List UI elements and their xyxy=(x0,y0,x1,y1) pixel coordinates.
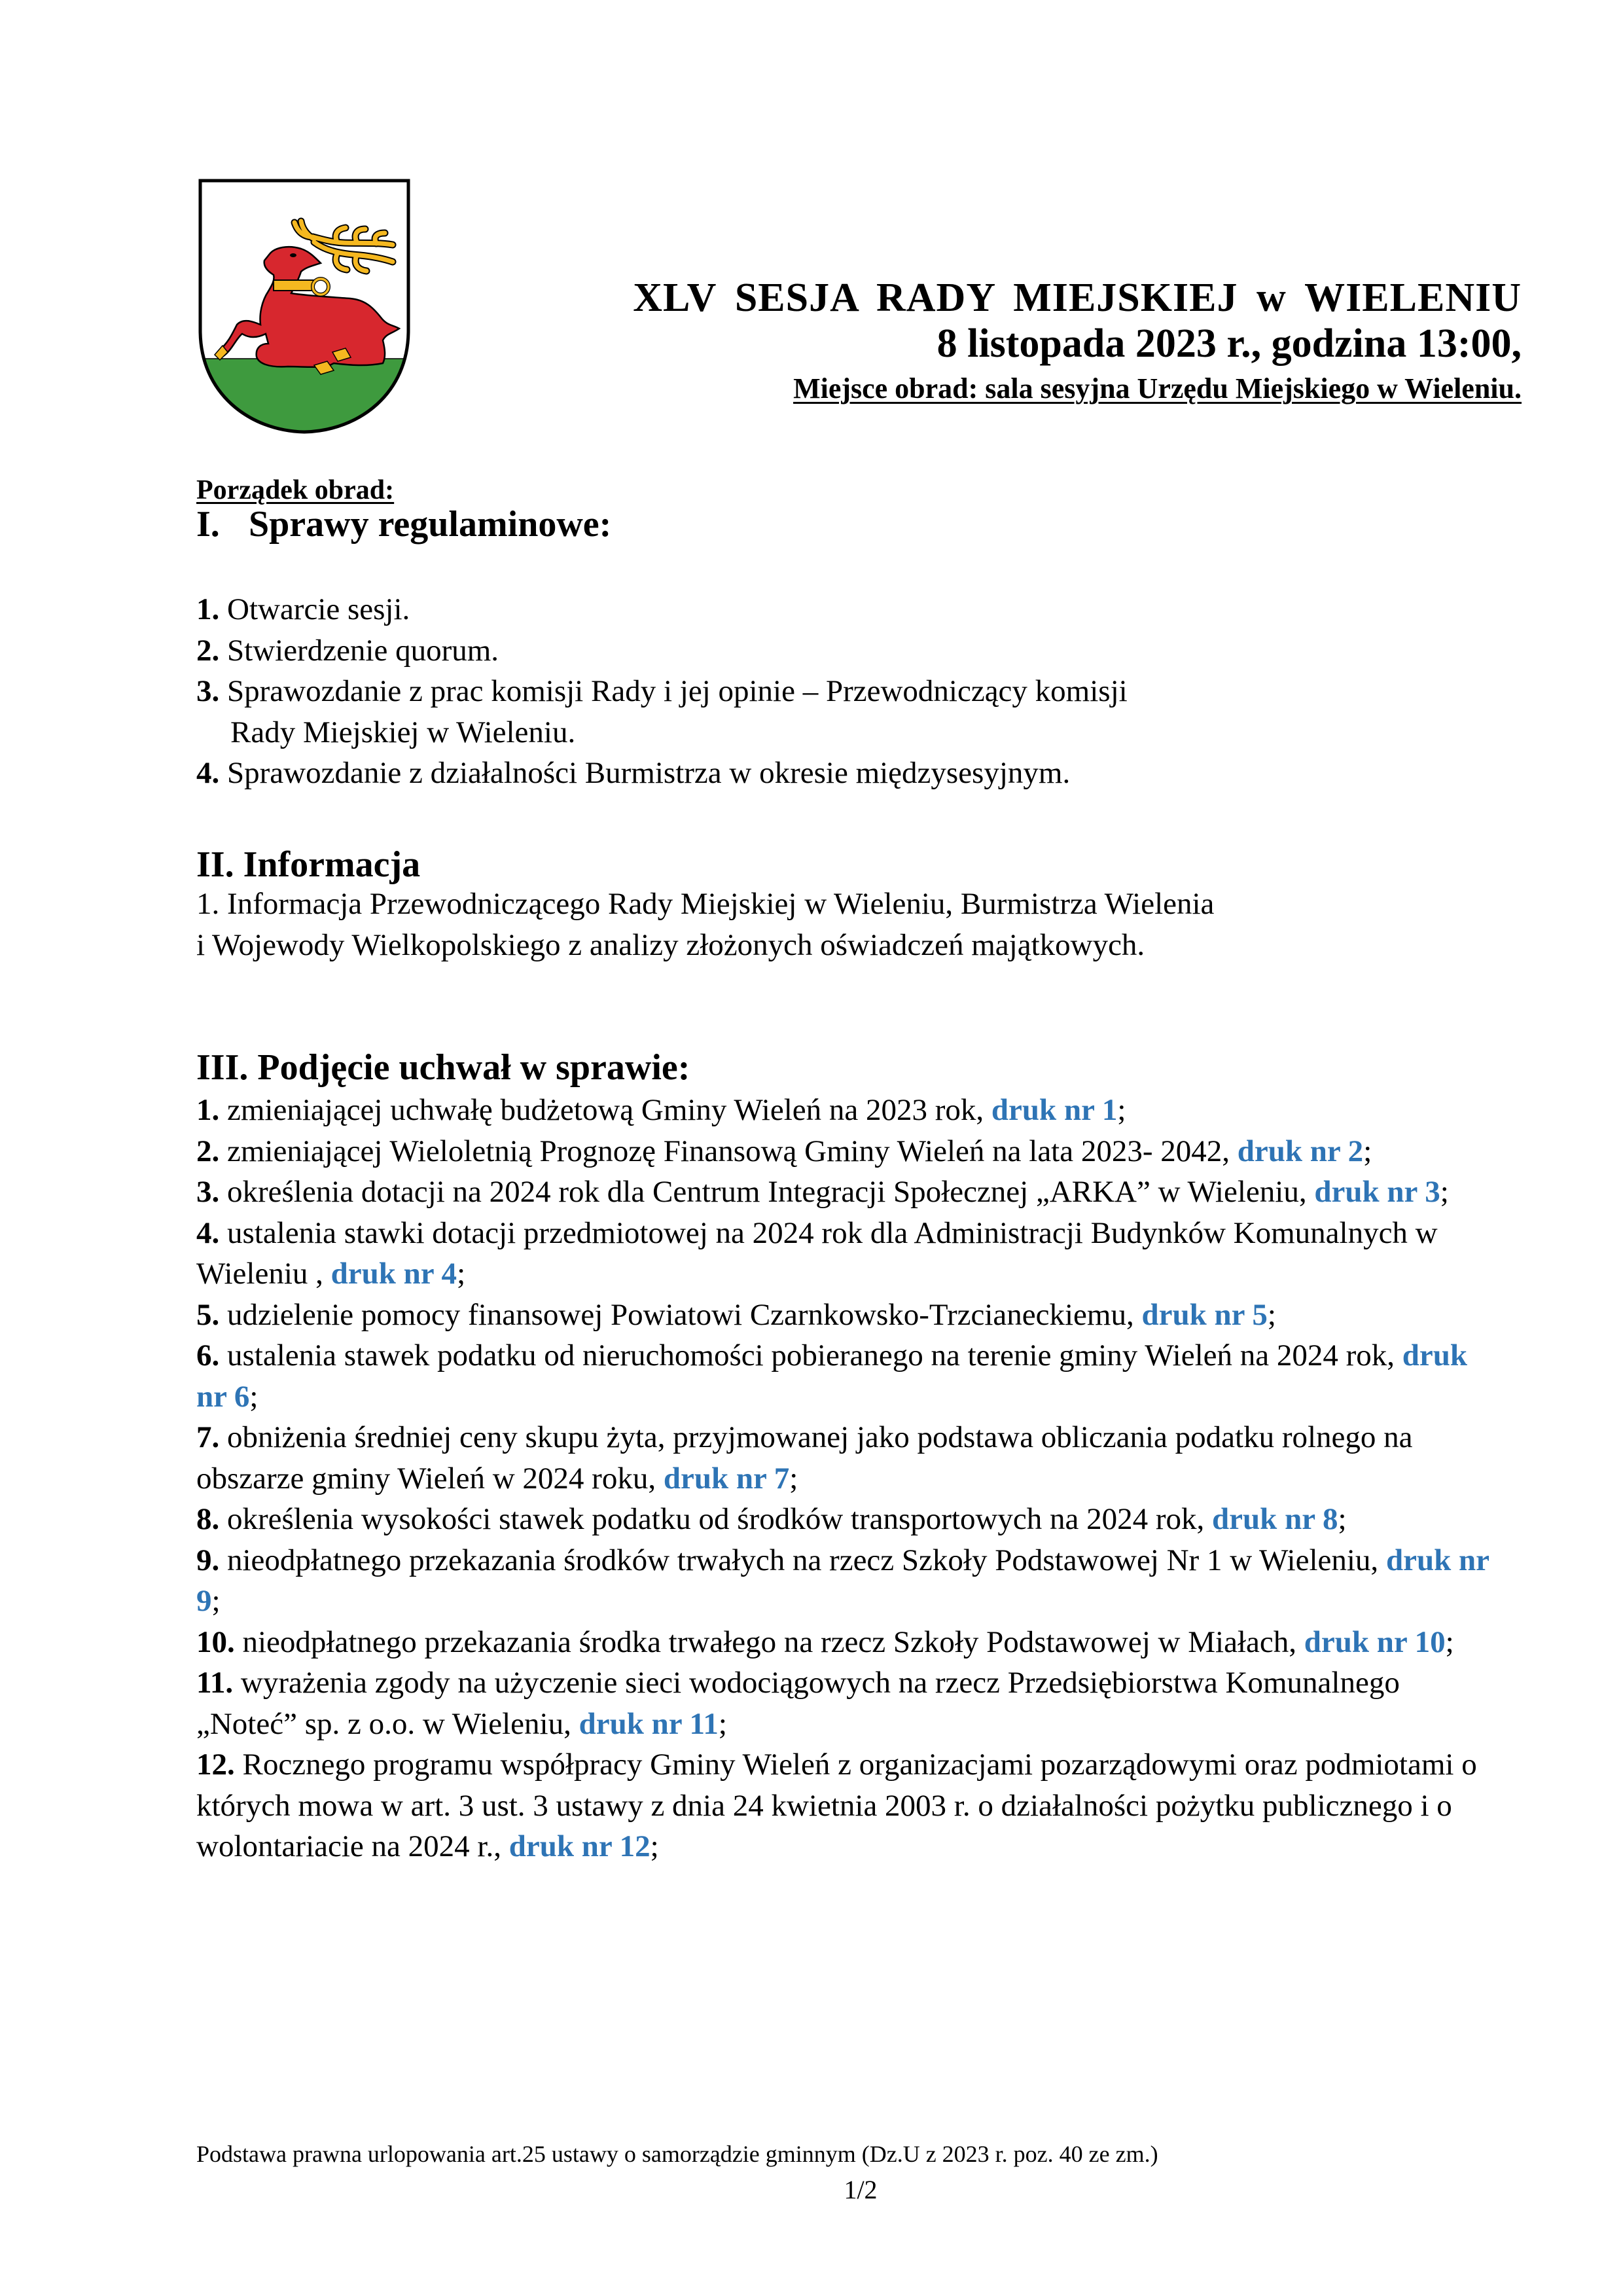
page-number: 1/2 xyxy=(844,2175,878,2204)
druk-link[interactable]: druk nr 10 xyxy=(1304,1624,1446,1659)
druk-link[interactable]: druk nr 4 xyxy=(330,1257,457,1291)
section-2-body xyxy=(196,884,1499,965)
list-item: 6. ustalenia stawek podatku od nieruchomości pobieranego na terenie gminy Wieleń na 2024 rok, druk nr 6; xyxy=(196,1338,1468,1414)
druk-link[interactable]: druk nr 8 xyxy=(1212,1502,1338,1536)
druk-link[interactable]: druk nr 11 xyxy=(579,1706,719,1741)
list-item: 4. Sprawozdanie z działalności Burmistrza w okresie międzysesyjnym. xyxy=(196,756,1071,790)
druk-link[interactable]: druk nr 6 xyxy=(196,1338,1468,1414)
druk-link[interactable]: druk nr 1 xyxy=(991,1093,1118,1127)
list-item: 3. określenia dotacji na 2024 rok dla Centrum Integracji Społecznej „ARKA” w Wieleniu, druk nr 3; xyxy=(196,1175,1449,1209)
section-1-list xyxy=(196,589,1499,794)
section-1-heading xyxy=(196,504,1499,545)
druk-link[interactable]: druk nr 2 xyxy=(1237,1134,1364,1168)
list-item: 2. zmieniającej Wieloletnią Prognozę Finansową Gminy Wieleń na lata 2023- 2042, druk nr 2; xyxy=(196,1134,1372,1168)
section-2-heading: II. Informacja xyxy=(196,844,421,885)
section-2-line-2: i Wojewody Wielkopolskiego z analizy złożonych oświadczeń majątkowych. xyxy=(196,927,1145,962)
section-1-roman: I. xyxy=(196,504,220,545)
list-item: 4. ustalenia stawki dotacji przedmiotowej na 2024 rok dla Administracji Budynków Komunalnych w Wieleniu , druk nr 4; xyxy=(196,1215,1438,1291)
list-item: 10. nieodpłatnego przekazania środka trwałego na rzecz Szkoły Podstawowej w Miałach, druk nr 10; xyxy=(196,1624,1454,1659)
druk-link[interactable]: druk nr 12 xyxy=(508,1829,651,1863)
druk-link[interactable]: druk nr 3 xyxy=(1314,1175,1440,1209)
legal-basis-footer: Podstawa prawna urlopowania art.25 ustawy o samorządzie gminnym (Dz.U z 2023 r. poz. 40 ze zm.) xyxy=(196,2141,1158,2167)
druk-link[interactable]: druk nr 7 xyxy=(663,1461,790,1496)
list-item: 7. obniżenia średniej ceny skupu żyta, przyjmowanej jako podstawa obliczania podatku rolnego na obszarze gminy Wieleń w 2024 roku, druk nr 7; xyxy=(196,1420,1413,1496)
list-item: 1. Otwarcie sesji. xyxy=(196,592,410,626)
list-item: 11. wyrażenia zgody na użyczenie sieci wodociągowych na rzecz Przedsiębiorstwa Komunalnego „Noteć” sp. z o.o. w Wieleniu, druk nr 11; xyxy=(196,1666,1400,1741)
list-item: 8. określenia wysokości stawek podatku od środków transportowych na 2024 rok, druk nr 8; xyxy=(196,1502,1347,1536)
section-1-title: Sprawy regulaminowe: xyxy=(249,504,612,545)
list-item: 2. Stwierdzenie quorum. xyxy=(196,633,499,668)
list-item: 5. udzielenie pomocy finansowej Powiatowi Czarnkowsko-Trzcianeckiemu, druk nr 5; xyxy=(196,1297,1276,1332)
session-title: XLV SESJA RADY MIEJSKIEJ w WIELENIU xyxy=(633,276,1522,320)
list-item: 3. Sprawozdanie z prac komisji Rady i jej opinie – Przewodniczący komisji Rady Miejskiej w Wieleniu. xyxy=(196,674,1128,749)
list-item: 12. Rocznego programu współpracy Gminy Wieleń z organizacjami pozarządowymi oraz podmiotami o których mowa w art. 3 ust. 3 ustawy z dnia 24 kwietnia 2003 r. o działalności pożytku publicznego i o wolontariacie na 2024 r., druk nr 12; xyxy=(196,1748,1477,1863)
section-3-heading: III. Podjęcie uchwał w sprawie: xyxy=(196,1047,690,1088)
deer-crest-icon xyxy=(196,177,412,435)
section-3-list xyxy=(196,1090,1499,1867)
druk-link[interactable]: druk nr 5 xyxy=(1141,1297,1268,1332)
druk-link[interactable]: druk nr 9 xyxy=(196,1543,1489,1618)
town-crest-wielen xyxy=(196,177,412,435)
session-place: Miejsce obrad: sala sesyjna Urzędu Miejskiego w Wieleniu. xyxy=(793,372,1522,404)
session-date: 8 listopada 2023 r., godzina 13:00, xyxy=(936,321,1522,366)
list-item: 9. nieodpłatnego przekazania środków trwałych na rzecz Szkoły Podstawowej Nr 1 w Wieleniu, druk nr 9; xyxy=(196,1543,1489,1618)
list-item: 1. zmieniającej uchwałę budżetową Gminy Wieleń na 2023 rok, druk nr 1; xyxy=(196,1093,1126,1127)
agenda-label: Porządek obrad: xyxy=(196,475,395,505)
section-2-line-1: 1. Informacja Przewodniczącego Rady Miejskiej w Wieleniu, Burmistrza Wielenia xyxy=(196,887,1215,921)
